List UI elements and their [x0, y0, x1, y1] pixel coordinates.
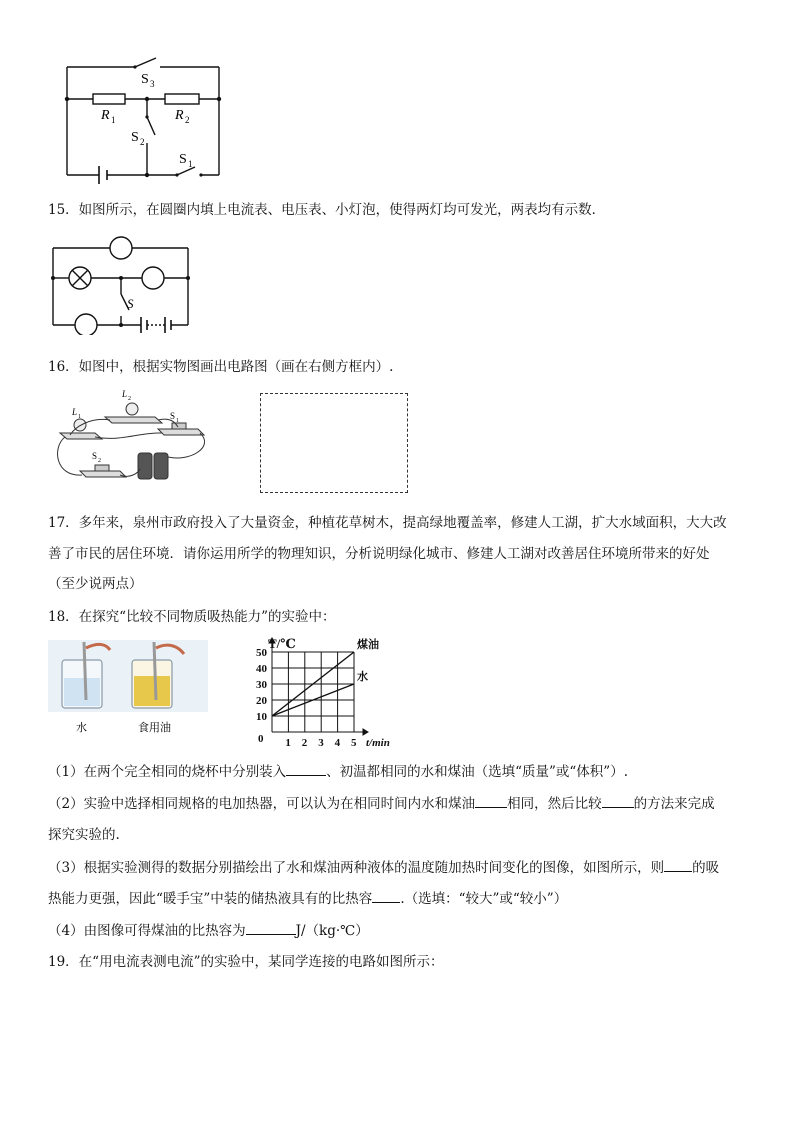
y-tick-label: 50	[256, 647, 267, 659]
svg-text:2: 2	[128, 396, 131, 402]
temperature-time-chart	[240, 636, 410, 756]
series-label-kerosene: 煤油	[357, 639, 379, 651]
x-tick-label: 5	[351, 737, 357, 749]
blank-4[interactable]	[664, 859, 692, 872]
question-18-part-4: （4）由图像可得煤油的比热容为 J/（kg·℃）	[48, 923, 369, 939]
blank-3[interactable]	[602, 795, 634, 808]
label-switch-s: S	[127, 296, 134, 311]
svg-text:1: 1	[78, 414, 81, 420]
svg-text:2: 2	[140, 137, 145, 147]
x-tick-label: 4	[334, 737, 341, 749]
svg-text:2: 2	[98, 458, 101, 464]
question-18-part-3-line-2: 热能力更强，因此“暖手宝”中装的储热液具有的比热容 .（选填：“较大”或“较小”）	[48, 891, 568, 907]
blank-2[interactable]	[475, 795, 507, 808]
question-17-line-2: 善了市民的居住环境．请你运用所学的物理知识，分析说明绿化城市、修建人工湖对改善居住环境所带来的好处	[48, 546, 710, 562]
x-tick-label: 1	[285, 737, 291, 749]
svg-text:2: 2	[185, 115, 190, 125]
svg-text:1: 1	[176, 418, 179, 424]
question-18-part-2: （2）实验中选择相同规格的电加热器，可以认为在相同时间内水和煤油 相同，然后比较 的方法来完成	[48, 796, 715, 812]
circuit-diagram-15	[45, 230, 215, 335]
question-18-part-2-line-2: 探究实验的.	[48, 827, 120, 843]
label-s2: S	[131, 130, 139, 145]
question-16: 16．如图中，根据实物图画出电路图（画在右侧方框内）.	[48, 359, 394, 375]
label-s1: S	[179, 152, 187, 167]
series-label-water: 水	[357, 671, 368, 683]
svg-text:1: 1	[188, 159, 193, 169]
question-17-line-1: 17．多年来，泉州市政府投入了大量资金，种植花草树木，提高绿地覆盖率，修建人工湖，扩大水域面积，大大改	[48, 515, 727, 531]
question-19: 19．在“用电流表测电流”的实验中，某同学连接的电路如图所示：	[48, 954, 444, 970]
physical-circuit-illustration	[50, 387, 210, 487]
answer-box[interactable]	[260, 393, 408, 493]
question-18-part-3: （3）根据实验测得的数据分别描绘出了水和煤油两种液体的温度随加热时间变化的图像，如图所示，则 的吸	[48, 860, 720, 876]
label-s3: S	[141, 72, 149, 87]
question-15: 15．如图所示，在圆圈内填上电流表、电压表、小灯泡，使得两灯均可发光，两表均有示数．	[48, 202, 606, 218]
photo-label-oil: 食用油	[138, 721, 171, 734]
blank-6[interactable]	[246, 922, 296, 935]
label-s1-photo: S	[170, 411, 176, 421]
y-tick-label: 20	[256, 695, 267, 707]
circuit-diagram-14	[55, 55, 295, 185]
y-tick-label: 40	[256, 663, 267, 675]
beaker-photo	[48, 640, 208, 740]
svg-text:3: 3	[150, 79, 155, 89]
label-r1: R	[101, 108, 110, 123]
question-17-line-3: （至少说两点）	[48, 576, 143, 592]
photo-label-water: 水	[76, 721, 87, 734]
question-18-part-1: （1）在两个完全相同的烧杯中分别装入 、初温都相同的水和煤油（选填“质量”或“体积”）.	[48, 764, 628, 780]
label-l1: L	[72, 407, 78, 417]
y-tick-label: 10	[256, 711, 267, 723]
label-l2: L	[122, 389, 128, 399]
x-tick-label: 3	[318, 737, 324, 749]
x-tick-label: 2	[301, 737, 308, 749]
label-s2-photo: S	[92, 451, 98, 461]
x-axis-label: t/min	[366, 737, 390, 749]
origin-label: 0	[258, 733, 264, 745]
blank-5[interactable]	[372, 890, 400, 903]
question-18-intro: 18．在探究“比较不同物质吸热能力”的实验中：	[48, 609, 336, 625]
label-r2: R	[175, 108, 184, 123]
svg-text:1: 1	[111, 115, 116, 125]
y-tick-label: 30	[256, 679, 267, 691]
blank-1[interactable]	[286, 763, 326, 776]
y-axis-label: T/℃	[268, 636, 296, 651]
x-axis-arrow	[363, 729, 368, 735]
